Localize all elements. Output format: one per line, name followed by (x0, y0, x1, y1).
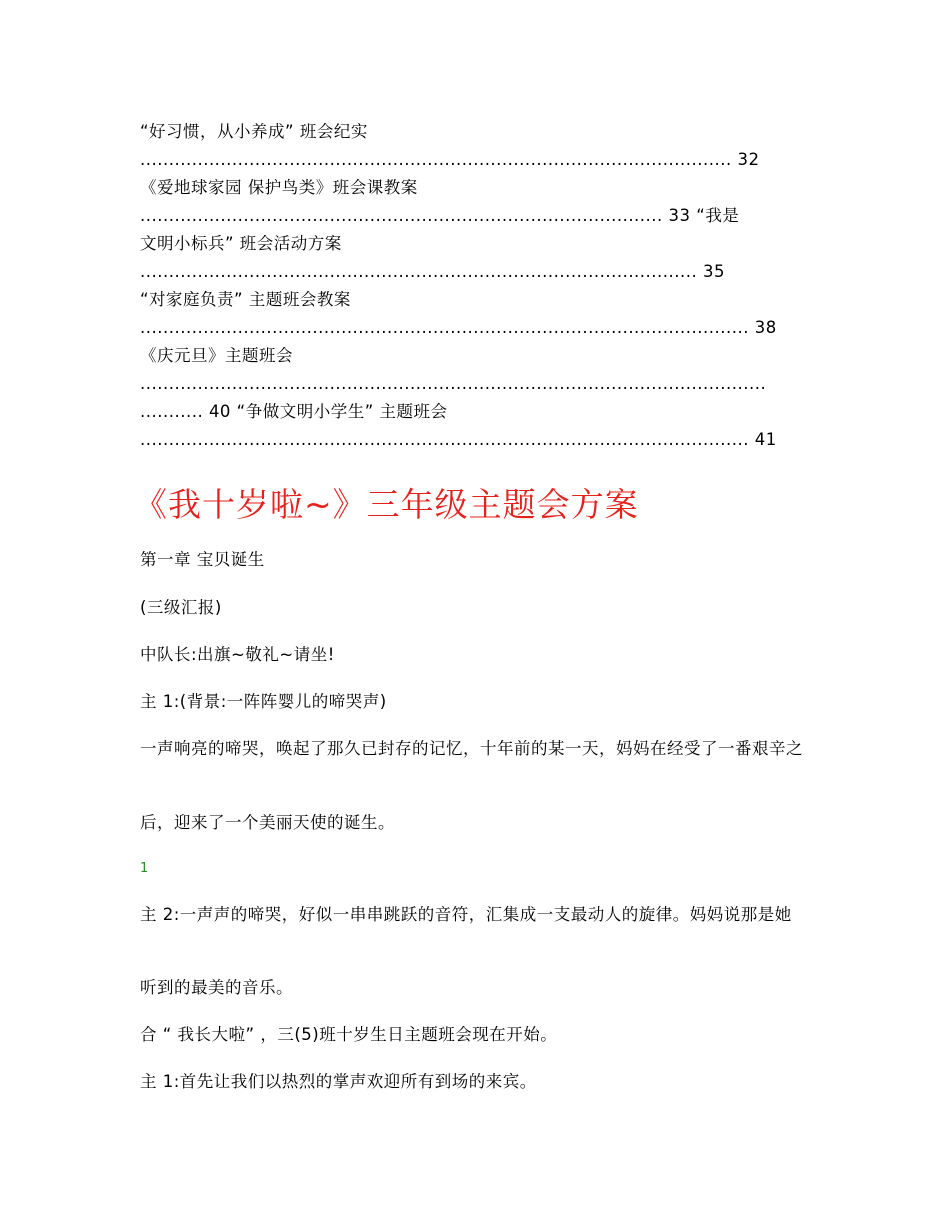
paragraph: 主 2:一声声的啼哭，好似一串串跳跃的音符，汇集成一支最动人的旋律。妈妈说那是她 (140, 905, 792, 924)
toc-line[interactable]: “对家庭负责” 主题班会教案 (140, 290, 351, 309)
paragraph: 后，迎来了一个美丽天使的诞生。 (140, 813, 395, 832)
toc-line[interactable]: ....................................................................................................... 32 (140, 150, 760, 169)
toc-line[interactable]: 《爱地球家园 保护鸟类》班会课教案 (140, 178, 418, 197)
paragraph: 合 “ 我长大啦” ，三(5)班十岁生日主题班会现在开始。 (140, 1025, 558, 1044)
paragraph: 主 1:(背景:一阵阵婴儿的啼哭声) (140, 692, 387, 711)
table-of-contents (140, 118, 820, 454)
toc-line[interactable]: ........................................................................................... 33 “我是 (140, 206, 740, 225)
chapter-heading: 第一章 宝贝诞生 (140, 550, 265, 569)
paragraph: 一声响亮的啼哭，唤起了那久已封存的记忆，十年前的某一天，妈妈在经受了一番艰辛之 (140, 739, 803, 758)
toc-line[interactable]: ............................................................................................................. (140, 374, 767, 393)
toc-line[interactable]: .......................................................................................................... 41 (140, 430, 777, 449)
toc-line[interactable]: ........... 40 “争做文明小学生” 主题班会 (140, 402, 448, 421)
toc-line[interactable]: 文明小标兵” 班会活动方案 (140, 234, 342, 253)
paragraph: 中队长:出旗~敬礼~请坐! (140, 645, 335, 664)
toc-line[interactable]: ................................................................................................. 35 (140, 262, 725, 281)
paragraph: (三级汇报) (140, 598, 222, 617)
paragraph: 听到的最美的音乐。 (140, 978, 293, 997)
page-number: 1 (140, 861, 149, 876)
document-title: 《我十岁啦~》三年级主题会方案 (134, 485, 639, 524)
toc-line[interactable]: .......................................................................................................... 38 (140, 318, 777, 337)
toc-line[interactable]: “好习惯，从小养成” 班会纪实 (140, 122, 368, 141)
paragraph: 主 1:首先让我们以热烈的掌声欢迎所有到场的来宾。 (140, 1072, 537, 1091)
toc-line[interactable]: 《庆元旦》主题班会 (140, 346, 293, 365)
